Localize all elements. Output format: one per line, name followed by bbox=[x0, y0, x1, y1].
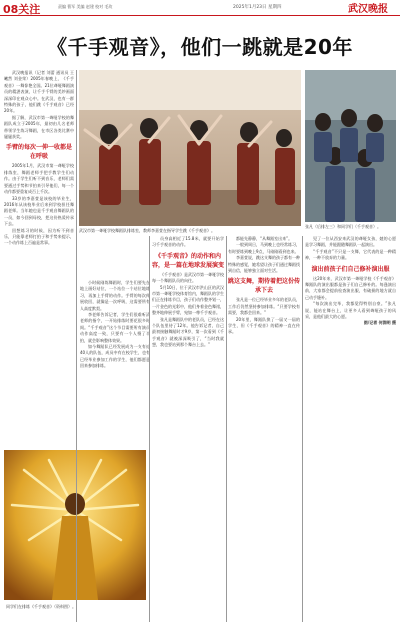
paragraph: 小时候刚练舞蹈时，学生们要先在地上画好站位，一个站位一个站位地练习，再加上手臂的动作。手臂的每次伸展收回，就像是一次呼吸，这需要所有人高度默契。 bbox=[80, 280, 150, 311]
subheading: 《千手观音》的动作和内容，是一篇在地球发展演变 bbox=[152, 252, 224, 269]
photo1-caption: 武汉市第一聋哑学校舞蹈队排练室，教师李嘉萱在指导学生跳《千手观音》。 bbox=[79, 228, 215, 233]
editors-line: 责编 曹军 美编 赵建 校对 毛玫 bbox=[58, 4, 113, 9]
dateline: 2025年1月23日 星期四 bbox=[233, 5, 282, 10]
paragraph: 见了一位从西安来武汉的聋哑女孩，她的心愿是学习舞蹈，并能跟随舞蹈队一起演出。 bbox=[305, 236, 396, 248]
paragraph: 李老师告诉记者，学生们很难听清老师的指令，一开始排练时要花很多时间。“千手观音”这个节目需要所有演员动作高度一致，只要有一个人慢了半拍，就会影响整体效果。 bbox=[80, 312, 150, 343]
paragraph: 张凡是舞蹈队中的老队员，已经在这个队伍里待了12年。他告诉记者，自己最初接触舞蹈时才9岁，第一次看到《千手观音》就被深深吸引了，“当时我就想，我也要站到那个舞台上去。” bbox=[152, 316, 224, 348]
paragraph: 一般到周日，马到晚上也经常练习，有时要练到晚上9点，马刚刚看到也来。 bbox=[228, 242, 300, 254]
photo-students bbox=[305, 70, 396, 222]
students-image bbox=[305, 70, 396, 222]
headline: 《千手观音》，他们一跳就是20年 bbox=[47, 35, 353, 59]
paragraph: 都能先静静，“从舞蹈室出来”。 bbox=[236, 236, 293, 241]
paragraph: 20年里，舞蹈队换了一届又一届的学生，但《千手观音》的精神一直在传承。 bbox=[228, 316, 300, 335]
photo-credit: 图/记者 何润明 摄 bbox=[363, 320, 396, 326]
paragraph: 5月10日，位于武汉市洪山区的武汉市第一聋哑学校体育馆内，舞蹈队的学生们正在排练节目，孩子们动作整齐划一，一片金色的光彩中，他们身着金色舞裙，整齐地伸展手臂，宛如一尊千手观音。 bbox=[152, 284, 224, 316]
paragraph: 《千手观音》是武汉市第一聋哑学校每一个舞蹈队员的向往。 bbox=[152, 271, 224, 284]
newspaper-logo: 武汉晚报 bbox=[348, 4, 388, 15]
paragraph: 据了解，武汉市第一聋哑学校的舞蹈队成立于2005年，最初由几名老师带领学生练习舞蹈，在市区各类比赛中屡屡获奖。 bbox=[4, 114, 74, 140]
article-column-4 bbox=[228, 236, 300, 620]
paragraph: 回想练习的时候，因为听不到音乐，只能靠老师打拍子和手势来提示，一个动作练上百遍是常事。 bbox=[4, 227, 74, 246]
subheading: 演出前孩子们自己修补演出服 bbox=[311, 265, 390, 273]
column-divider bbox=[149, 236, 150, 622]
photo2-caption: 张凡（后排左三）和同学们（千手观音）。 bbox=[305, 224, 381, 229]
photo3-caption: 同学们在排练《千手观音》（资料图）。 bbox=[6, 604, 76, 609]
column-divider bbox=[302, 236, 303, 622]
golden-performance-image bbox=[4, 450, 146, 600]
paragraph: 员身高相近了15.8米，就要开始学习千手观音的动作。 bbox=[152, 236, 224, 248]
paragraph: 李嘉萱说，跳这支舞的孩子都有一种特殊的感觉，她希望让孩子们通过舞蹈找到自信，能够独立面对生活。 bbox=[228, 255, 300, 274]
article-column-5 bbox=[305, 236, 396, 620]
article-column-3 bbox=[152, 236, 224, 620]
column-divider bbox=[226, 236, 227, 622]
byline-paragraph: 武汉晚报讯（记者 刘蕾 通讯员 王曦然 刘金荣）2005年春晚上，《千手观音》一舞惊艳全国。21位聋哑舞蹈演员的精湛表演，让千手千臂的美妙画面深深印在观众心中。在武汉，也有一群特殊的孩子，他们跳《千手观音》已经20年。 bbox=[4, 70, 74, 114]
subheading: 跳这支舞，期待着把这份传承下去 bbox=[228, 278, 300, 295]
masthead bbox=[0, 0, 400, 16]
paragraph: 张凡是一位已经毕业多年的老队员，工作后仍然坚持参加排练。“只要学校有需要，我都会回来。” bbox=[228, 297, 300, 316]
dance-rehearsal-image bbox=[79, 70, 301, 226]
paragraph: “每次演出完毕，我都觉得特别自豪。”张凡说，能站在舞台上，让更多人看到聋哑孩子的风采，是他们最大的心愿。 bbox=[305, 301, 396, 320]
column-divider bbox=[76, 70, 77, 622]
section-number: 08关注 bbox=[3, 3, 41, 16]
paragraph: 33岁的李嘉萱是该校的毕业生，2016年从该校毕业后来到学校担任舞蹈老师。当年她也是千手观音舞蹈队的一员，如今回到母校，把这份热爱传承下去。 bbox=[4, 195, 74, 227]
photo-dance-rehearsal bbox=[79, 70, 301, 226]
paragraph: 如今舞蹈队已经发展成为一支有近40人的队伍，成员中有在校学生，也有已经毕业参加工作的学生，他们都愿意回来参加排练。 bbox=[80, 344, 150, 369]
paragraph: 2005年1月，武汉市第一聋哑学校排练室，舞蹈老师手把手教学生们动作。由于学生们听不到音乐，老师们需要通过手势和节拍来引导他们，每一个动作都要重复成百上千次。 bbox=[4, 163, 74, 195]
photo-golden-performance bbox=[4, 450, 146, 600]
paragraph: 这20年来，武汉市第一聋哑学校《千手观音》舞蹈队的演出服都是孩子们自己修补的。每逢演出前，大家都会提前检查演出服，有破损的地方就自己动手缝补。 bbox=[305, 275, 396, 300]
subheading: 手臂的每次一伸一收都是在呼吸 bbox=[5, 144, 72, 161]
paragraph: “千手观音”不只是一支舞，它代表的是一种精神，一种不放弃的力量。 bbox=[305, 248, 396, 261]
